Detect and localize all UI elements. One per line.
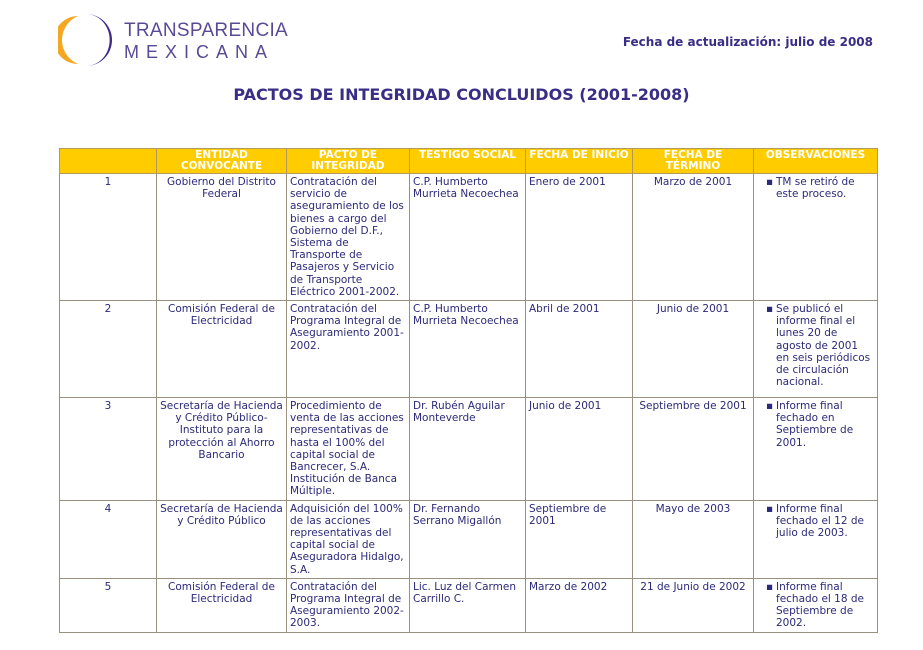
cell-entidad: Secretaría de Hacienda y Crédito Público [157,500,287,578]
table-row [60,500,878,578]
logo-line2: MEXICANA [124,42,275,62]
table-header [60,149,878,174]
pacts-table [59,148,878,633]
cell-entidad: Comisión Federal de Electricidad [157,301,287,398]
cell-obs [754,578,878,632]
cell-inicio: Marzo de 2002 [526,578,633,632]
table-row [60,174,878,301]
header-entidad: ENTIDAD CONVOCANTE [157,149,287,174]
cell-termino: Junio de 2001 [633,301,754,398]
observation-text: Informe final fechado el 12 de julio de 2003. [776,502,864,540]
cell-entidad: Secretaría de Hacienda y Crédito Público-Instituto para la protección al Ahorro Bancario [157,398,287,501]
cell-termino: Marzo de 2001 [633,174,754,301]
bullet-icon: ▪ [766,400,774,413]
cell-entidad: Comisión Federal de Electricidad [157,578,287,632]
table-row [60,578,878,632]
table-row [60,301,878,398]
cell-inicio: Junio de 2001 [526,398,633,501]
bullet-icon: ▪ [766,580,774,593]
observation-text: Se publicó el informe final el lunes 20 de agosto de 2001 en seis periódicos de circulación nacional. [776,303,871,389]
cell-num: 2 [60,301,157,398]
cell-pacto: Adquisición del 100% de las acciones representativas del capital social de Aseguradora Hidalgo, S.A. [287,500,410,578]
logo-crescent-icon [58,12,118,68]
cell-testigo: C.P. Humberto Murrieta Necoechea [410,174,526,301]
observation-text: Informe final fechado en Septiembre de 2001. [776,400,854,449]
cell-entidad: Gobierno del Distrito Federal [157,174,287,301]
cell-testigo: C.P. Humberto Murrieta Necoechea [410,301,526,398]
header-termino: FECHA DE TÉRMINO [633,149,754,174]
cell-termino: Septiembre de 2001 [633,398,754,501]
cell-termino: Mayo de 2003 [633,500,754,578]
cell-testigo: Dr. Rubén Aguilar Monteverde [410,398,526,501]
bullet-icon: ▪ [766,176,774,188]
cell-pacto: Contratación del Programa Integral de Aseguramiento 2002-2003. [287,578,410,632]
cell-num: 5 [60,578,157,632]
observation-text: Informe final fechado el 18 de Septiembre de 2002. [776,580,864,630]
cell-obs [754,174,878,301]
cell-num: 3 [60,398,157,501]
header-inicio: FECHA DE INICIO [526,149,633,174]
logo [58,12,289,68]
logo-line1: TRANSPARENCIA [124,20,289,41]
cell-obs [754,500,878,578]
page-title: PACTOS DE INTEGRIDAD CONCLUIDOS (2001-2008) [233,85,690,104]
cell-testigo: Lic. Luz del Carmen Carrillo C. [410,578,526,632]
update-date: Fecha de actualización: julio de 2008 [622,35,873,49]
cell-obs [754,398,878,501]
bullet-icon: ▪ [766,502,774,515]
cell-inicio: Enero de 2001 [526,174,633,301]
cell-inicio: Abril de 2001 [526,301,633,398]
cell-termino: 21 de Junio de 2002 [633,578,754,632]
cell-pacto: Contratación del servicio de aseguramiento de los bienes a cargo del Gobierno del D.F., Sistema de Transporte de Pasajeros y Servicio de Transporte Eléctrico 2001-2002. [287,174,410,301]
cell-pacto: Contratación del Programa Integral de Aseguramiento 2001-2002. [287,301,410,398]
cell-obs [754,301,878,398]
cell-pacto: Procedimiento de venta de las acciones representativas de hasta el 100% del capital social de Bancrecer, S.A. Institución de Banca Múltiple. [287,398,410,501]
header-pacto: PACTO DE INTEGRIDAD [287,149,410,174]
header-observaciones: OBSERVACIONES [754,149,878,174]
cell-inicio: Septiembre de 2001 [526,500,633,578]
header-num [60,149,157,174]
table-row [60,398,878,501]
cell-testigo: Dr. Fernando Serrano Migallón [410,500,526,578]
cell-num: 1 [60,174,157,301]
cell-num: 4 [60,500,157,578]
observation-text: TM se retiró de este proceso. [776,176,855,201]
header-testigo: TESTIGO SOCIAL [410,149,526,174]
bullet-icon: ▪ [766,303,774,316]
